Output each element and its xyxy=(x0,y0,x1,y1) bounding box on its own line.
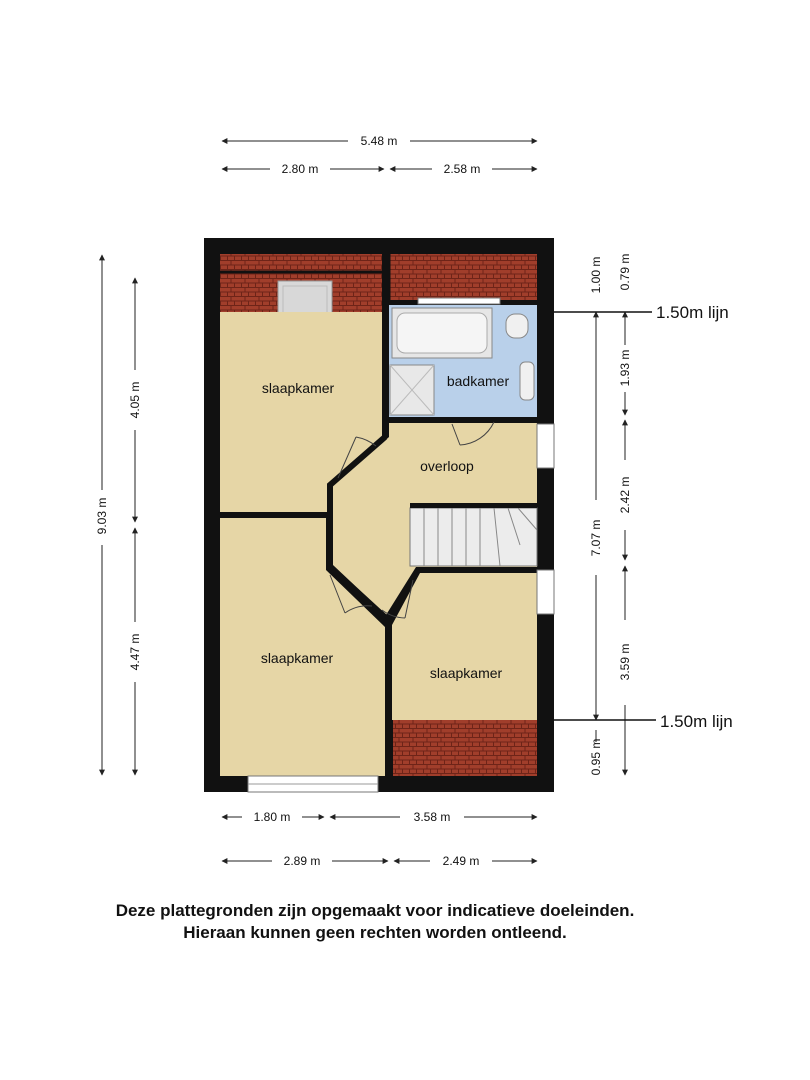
dim-bottom1-right: 3.58 m xyxy=(413,810,451,824)
dim-right-242: 2.42 m xyxy=(618,476,632,514)
dim-left-total: 9.03 m xyxy=(95,497,109,535)
disclaimer-line-1: Deze plattegronden zijn opgemaakt voor indicatieve doeleinden. xyxy=(115,901,635,920)
dim-right-100: 1.00 m xyxy=(589,256,603,294)
dim-top-total: 5.48 m xyxy=(360,134,398,148)
label-bedroom-top: slaapkamer xyxy=(261,380,335,396)
dim-right-359: 3.59 m xyxy=(618,643,632,681)
height-line-upper-label: 1.50m lijn xyxy=(656,303,729,322)
dim-right-095: 0.95 m xyxy=(589,738,603,776)
height-line-lower-label: 1.50m lijn xyxy=(660,712,733,731)
label-bedroom-bottom-left: slaapkamer xyxy=(260,650,334,666)
disclaimer xyxy=(0,900,750,944)
dim-left-upper: 4.05 m xyxy=(128,381,142,419)
sink xyxy=(520,362,534,400)
dim-top-left: 2.80 m xyxy=(281,162,319,176)
dim-right-079: 0.79 m xyxy=(618,253,632,291)
label-landing: overloop xyxy=(420,458,474,474)
floor-bedroom-bottom-right xyxy=(392,573,537,720)
dim-right-193: 1.93 m xyxy=(618,349,632,387)
dim-left-lower: 4.47 m xyxy=(128,633,142,671)
dim-bottom2-right: 2.49 m xyxy=(442,854,480,868)
dim-bottom2-left: 2.89 m xyxy=(283,854,321,868)
dim-top-right: 2.58 m xyxy=(443,162,481,176)
disclaimer-line-2: Hieraan kunnen geen rechten worden ontleend. xyxy=(183,923,567,942)
height-lines xyxy=(554,312,656,720)
label-bathroom: badkamer xyxy=(446,373,510,389)
dim-bottom1-left: 1.80 m xyxy=(253,810,291,824)
dim-right-707: 7.07 m xyxy=(589,519,603,557)
toilet xyxy=(506,314,528,338)
roof-top-right xyxy=(389,254,537,300)
roof-bottom-right xyxy=(393,720,537,776)
label-bedroom-bottom-right: slaapkamer xyxy=(429,665,503,681)
staircase xyxy=(410,503,537,566)
